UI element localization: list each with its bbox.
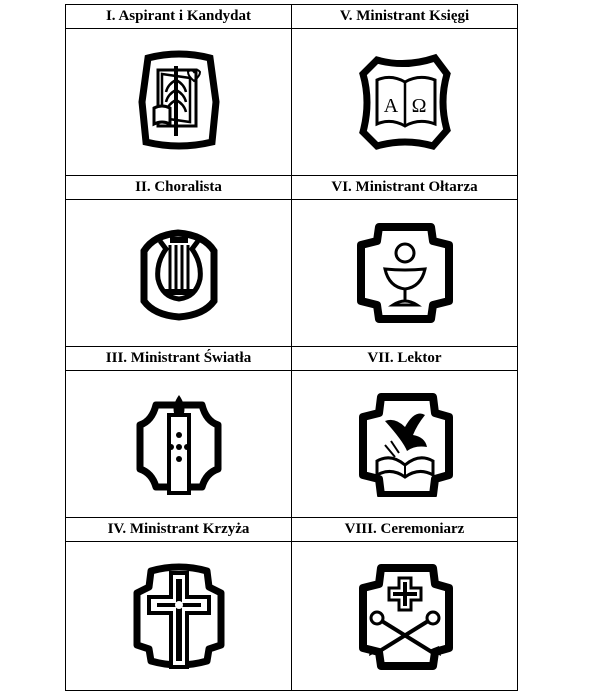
alpha-letter: A — [383, 95, 398, 117]
ministrant-degrees-table — [66, 5, 519, 691]
emblem-cell-ceremoniarz — [291, 541, 518, 691]
emblem-cell-ministrant-ksiegi — [291, 28, 518, 176]
emblem-cell-choralista — [65, 199, 292, 347]
emblem-cell-ministrant-oltarza — [291, 199, 518, 347]
header-ceremoniarz: VIII. Ceremoniarz — [291, 517, 518, 542]
header-ministrant-swiatla: III. Ministrant Światła — [65, 346, 292, 371]
book-wheat-icon — [134, 50, 224, 155]
chalice-host-icon — [355, 221, 455, 325]
cross-icon — [131, 561, 227, 671]
candle-flame-icon — [136, 391, 222, 497]
emblem-cell-ministrant-krzyza — [65, 541, 292, 691]
crossed-keys-icon — [355, 562, 455, 670]
emblem-cell-lektor — [291, 370, 518, 518]
header-ministrant-ksiegi: V. Ministrant Księgi — [291, 4, 518, 29]
header-ministrant-oltarza: VI. Ministrant Ołtarza — [291, 175, 518, 200]
header-aspirant: I. Aspirant i Kandydat — [65, 4, 292, 29]
open-book-alpha-omega-icon — [355, 52, 455, 152]
header-ministrant-krzyza: IV. Ministrant Krzyża — [65, 517, 292, 542]
omega-letter: Ω — [411, 95, 426, 117]
emblem-cell-ministrant-swiatla — [65, 370, 292, 518]
dove-book-icon — [355, 391, 455, 497]
header-lektor: VII. Lektor — [291, 346, 518, 371]
emblem-cell-aspirant — [65, 28, 292, 176]
header-choralista: II. Choralista — [65, 175, 292, 200]
lyre-icon — [134, 223, 224, 323]
